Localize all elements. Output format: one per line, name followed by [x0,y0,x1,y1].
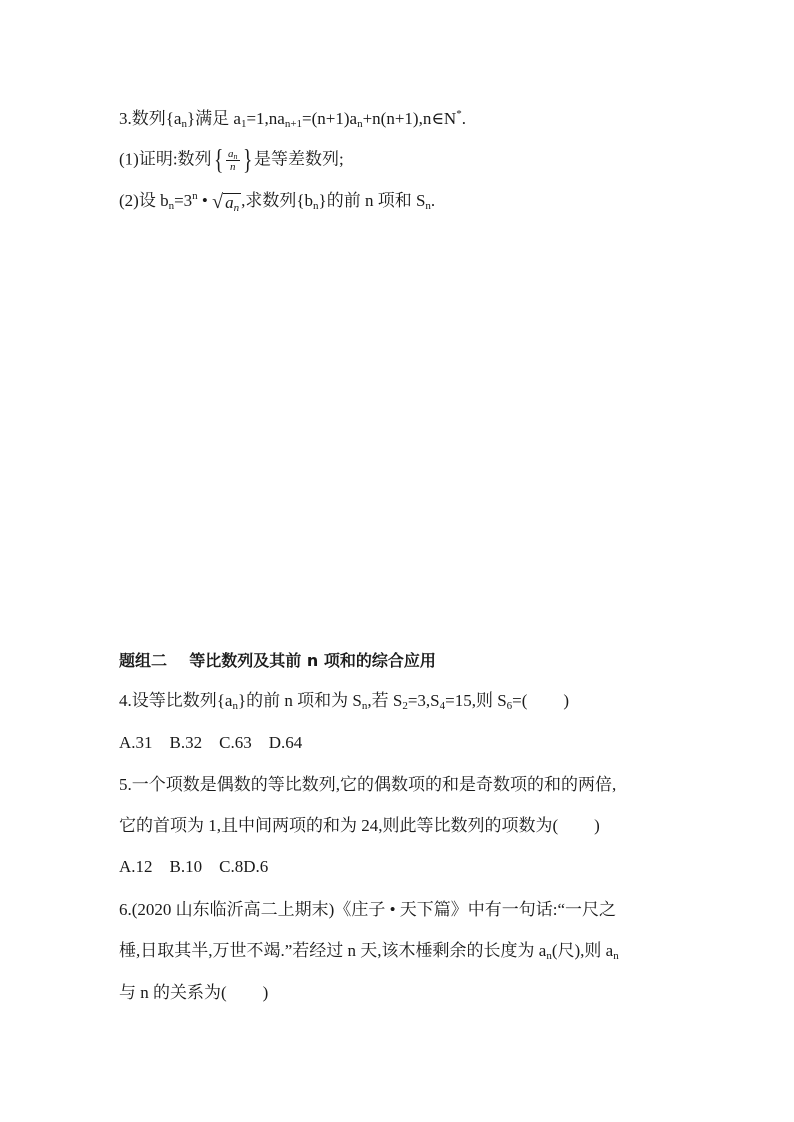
radicand [223,193,241,215]
text-segment: ) [594,816,600,835]
text-segment: (1)证明:数列 [119,149,212,169]
text-segment: =3 [174,191,193,210]
subscript: n [357,118,363,130]
subscript: n [168,200,175,212]
subscript: n [313,200,319,212]
text-segment: =1,na [246,109,285,128]
text-segment: 棰,日取其半,万世不竭.”若经过 n 天,该木棰剩余的长度为 a [119,941,547,960]
text-segment: 与 n 的关系为( [119,983,227,1002]
fraction-denominator: n [230,161,236,173]
subscript: n [361,700,368,712]
question-4-options: A.31 B.32 C.63 D.64 [119,733,303,752]
text-segment: ) [262,983,269,1002]
subscript: n [546,950,552,962]
text-segment: 是等差数列; [253,149,344,169]
subscript: n [233,152,238,161]
subscript: n [232,700,238,712]
text-segment: ,若 S [367,691,403,710]
subscript: n [613,950,619,962]
text-segment: (2)设 b [119,191,169,210]
text-segment: }满足 a [186,109,241,128]
radical-icon: √ [212,191,224,214]
question-5-options: A.12 B.10 C.8D.6 [119,857,269,876]
subscript: n [233,202,240,215]
question-5-line-1: 5.一个项数是偶数的等比数列,它的偶数项的和是奇数项的和的两倍, [119,775,617,794]
subscript: 6 [506,700,513,712]
superscript: n [192,190,198,202]
superscript: * [456,108,462,120]
square-root [212,191,241,213]
question-3-part-1 [119,144,344,176]
text-segment: +n(n+1),n∈N [362,109,457,128]
text-segment: }的前 n 项和 S [318,191,426,210]
text-segment: 4.设等比数列{a [119,691,233,710]
fraction [226,148,240,173]
text-segment: • [197,191,213,210]
subscript: 1 [240,118,247,130]
text-segment: ,求数列{b [241,191,314,210]
text-segment: =3,S [407,691,440,710]
question-6-line-1: 6.(2020 山东临沂高二上期末)《庄子 • 天下篇》中有一句话:“一尺之 [119,900,617,919]
numerator-var: a [228,148,234,160]
text-segment: 它的首项为 1,且中间两项的和为 24,则此等比数列的项数为( [119,816,559,835]
group-2-heading: 题组二 等比数列及其前 n 项和的综合应用 [119,651,436,670]
question-4-stem [119,690,569,712]
text-segment: (尺),则 a [551,941,614,960]
subscript: n [425,200,431,212]
fraction-numerator [226,148,240,161]
subscript: 4 [439,700,446,712]
question-3-stem [119,108,466,130]
text-segment: . [461,109,466,128]
left-brace-icon: { [213,144,223,176]
text-segment: }的前 n 项和为 S [237,691,362,710]
question-5-line-2 [119,815,600,837]
question-6-line-3 [119,982,268,1004]
question-3-part-2 [119,190,435,213]
subscript: 2 [402,700,408,712]
question-6-line-2 [119,940,619,962]
radicand-var: a [225,193,234,213]
text-segment: =(n+1)a [302,109,358,128]
text-segment: . [430,191,436,210]
text-segment: =( [512,691,528,710]
text-segment: 3.数列{a [119,109,182,128]
subscript: n [181,118,187,130]
right-brace-icon: } [242,144,252,176]
text-segment: ) [563,691,570,710]
text-segment: =15,则 S [445,691,507,710]
subscript: n+1 [284,118,303,130]
